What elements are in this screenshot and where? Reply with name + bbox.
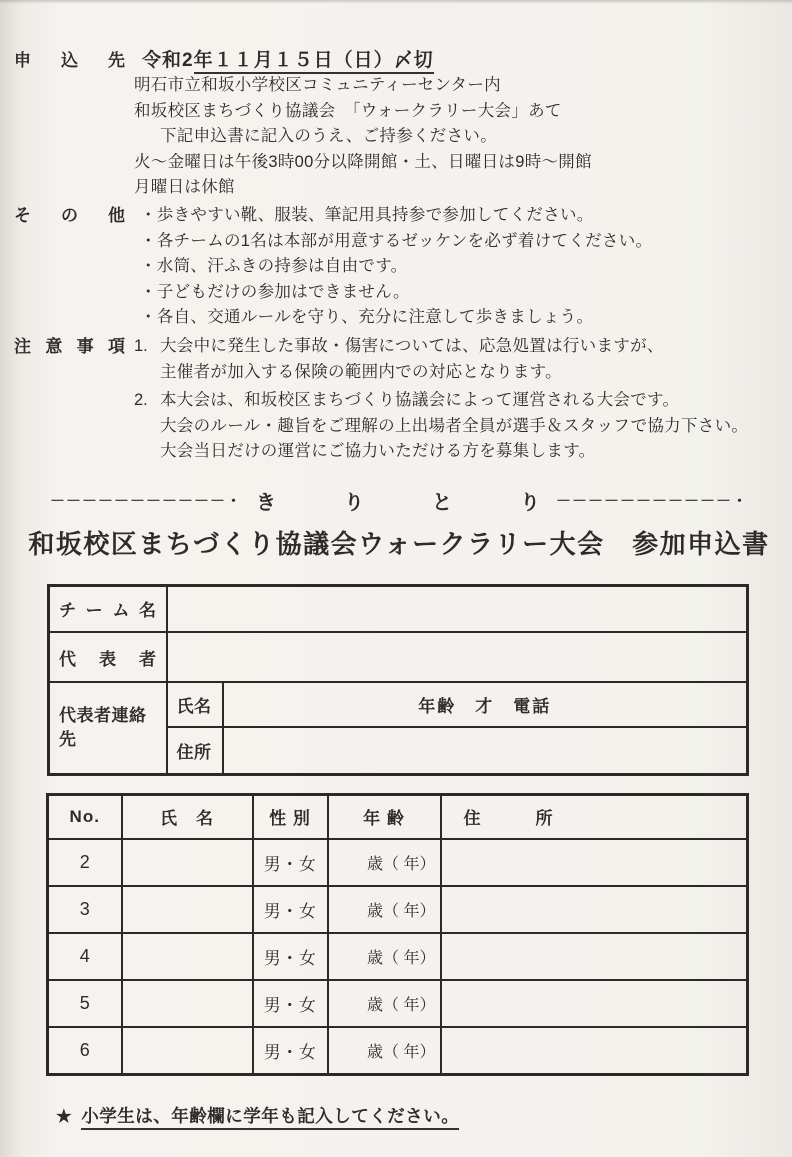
- member-no: 3: [48, 886, 122, 933]
- member-name-cell: [122, 980, 253, 1027]
- apply-label: 申込先: [14, 51, 126, 70]
- notice-line: 大会中に発生した事故・傷害については、応急処置は行いますが、: [160, 337, 664, 356]
- header-address: 住 所: [441, 794, 748, 839]
- footnote: [56, 1103, 792, 1128]
- header-gender: 性 別: [253, 794, 328, 839]
- contact-address-label: 住所: [167, 727, 223, 774]
- header-name: 氏 名: [122, 794, 253, 839]
- footnote-text: 小学生は、年齢欄に学年も記入してください。: [81, 1106, 459, 1130]
- notice-number: 2.: [134, 391, 148, 410]
- representative-row: [49, 632, 748, 682]
- notice-lines: [160, 388, 748, 464]
- bullet-item: ・水筒、汗ふきの持参は自由です。: [140, 257, 408, 276]
- member-gender: 男・女: [253, 839, 328, 886]
- member-age: 歳（ 年）: [328, 933, 441, 980]
- member-gender: 男・女: [253, 933, 328, 980]
- cut-line: [14, 486, 784, 515]
- contact-name-label: 氏名: [167, 682, 223, 727]
- notice-line: 主催者が加入する保険の範囲内での対応となります。: [160, 362, 562, 381]
- closed-day-line: 月曜日は休館: [134, 178, 235, 197]
- form-title: 和坂校区まちづくり協議会ウォークラリー大会 参加申込書: [28, 528, 770, 559]
- notice-item-1: [134, 334, 792, 385]
- member-address-cell: [441, 933, 748, 980]
- deadline-line: [142, 48, 792, 73]
- addressee-line: 和坂校区まちづくり協議会 「ウォークラリー大会」あて: [134, 101, 562, 120]
- other-label: その他: [14, 206, 126, 226]
- member-row: [48, 886, 748, 933]
- bullet-item: ・各チームの1名は本部が用意するゼッケンを必ず着けてください。: [140, 231, 653, 250]
- team-name-input-cell: [167, 585, 748, 632]
- members-table: [46, 793, 749, 1076]
- apply-section: [14, 48, 792, 200]
- member-address-cell: [441, 839, 748, 886]
- team-table: [47, 584, 749, 776]
- member-age: 歳（ 年）: [328, 886, 441, 933]
- member-row: [48, 1027, 748, 1074]
- apply-content: [134, 48, 792, 200]
- member-name-cell: [122, 886, 253, 933]
- member-no: 5: [48, 980, 122, 1027]
- contact-name-row: [49, 682, 748, 727]
- bring-form-line: 下記申込書に記入のうえ、ご持参ください。: [160, 127, 497, 146]
- header-age: 年 齢: [328, 794, 441, 839]
- member-name-cell: [122, 933, 253, 980]
- notes-label: 注意事項: [14, 337, 126, 357]
- bullet-item: ・各自、交通ルールを守り、充分に注意して歩きましょう。: [140, 308, 594, 327]
- other-section: [14, 203, 792, 330]
- other-bullet-list: [134, 203, 792, 330]
- member-row: [48, 933, 748, 980]
- members-header-row: [48, 794, 748, 839]
- notes-content: [134, 334, 792, 464]
- notice-line: 本大会は、和坂校区まちづくり協議会によって運営される大会です。: [160, 391, 680, 410]
- representative-input-cell: [167, 632, 748, 682]
- notice-line: 大会当日だけの運営にご協力いただける方を募集します。: [160, 442, 596, 461]
- team-name-row: [49, 585, 748, 632]
- member-age: 歳（ 年）: [328, 980, 441, 1027]
- cut-dashes-right: －－－－－－－－－－－・: [556, 493, 749, 509]
- footnote-star-icon: ★: [56, 1105, 73, 1126]
- bullet-item: ・子どもだけの参加はできません。: [140, 282, 410, 301]
- notice-number: 1.: [134, 337, 148, 356]
- community-center-line: 明石市立和坂小学校区コミュニティーセンター内: [134, 76, 501, 95]
- member-no: 4: [48, 933, 122, 980]
- member-age: 歳（ 年）: [328, 839, 441, 886]
- cut-label: き り と り: [256, 491, 542, 514]
- member-gender: 男・女: [253, 980, 328, 1027]
- member-no: 6: [48, 1027, 122, 1074]
- member-name-cell: [122, 839, 253, 886]
- deadline-era-prefix: 令和2: [142, 50, 194, 71]
- notes-section: [14, 334, 792, 464]
- notice-line: 大会のルール・趣旨をご理解の上出場者全員が選手＆スタッフで協力下さい。: [160, 416, 749, 435]
- representative-label: 代表者: [49, 632, 167, 682]
- member-age: 歳（ 年）: [328, 1027, 441, 1074]
- member-gender: 男・女: [253, 1027, 328, 1074]
- notice-lines: [160, 334, 664, 385]
- member-row: [48, 839, 748, 886]
- notice-item-2: [134, 388, 792, 464]
- member-address-cell: [441, 886, 748, 933]
- contact-address-input-cell: [223, 727, 748, 774]
- member-address-cell: [441, 980, 748, 1027]
- bullet-item: ・歩きやすい靴、服装、筆記用具持参で参加してください。: [140, 206, 594, 225]
- member-gender: 男・女: [253, 886, 328, 933]
- team-name-label: チーム名: [49, 585, 167, 632]
- deadline-date-underlined: 年１１月１５日（日）〆切: [194, 50, 434, 74]
- member-no: 2: [48, 839, 122, 886]
- contact-name-age-phone-hint: 年齢 才 電話: [223, 682, 748, 727]
- member-address-cell: [441, 1027, 748, 1074]
- contact-label: 代表者連絡先: [49, 682, 167, 774]
- opening-hours-line: 火～金曜日は午後3時00分以降開館・土、日曜日は9時～開館: [134, 152, 592, 171]
- cut-dashes-left: －－－－－－－－－－－・: [49, 493, 242, 509]
- member-name-cell: [122, 1027, 253, 1074]
- header-no: No.: [48, 794, 122, 839]
- member-row: [48, 980, 748, 1027]
